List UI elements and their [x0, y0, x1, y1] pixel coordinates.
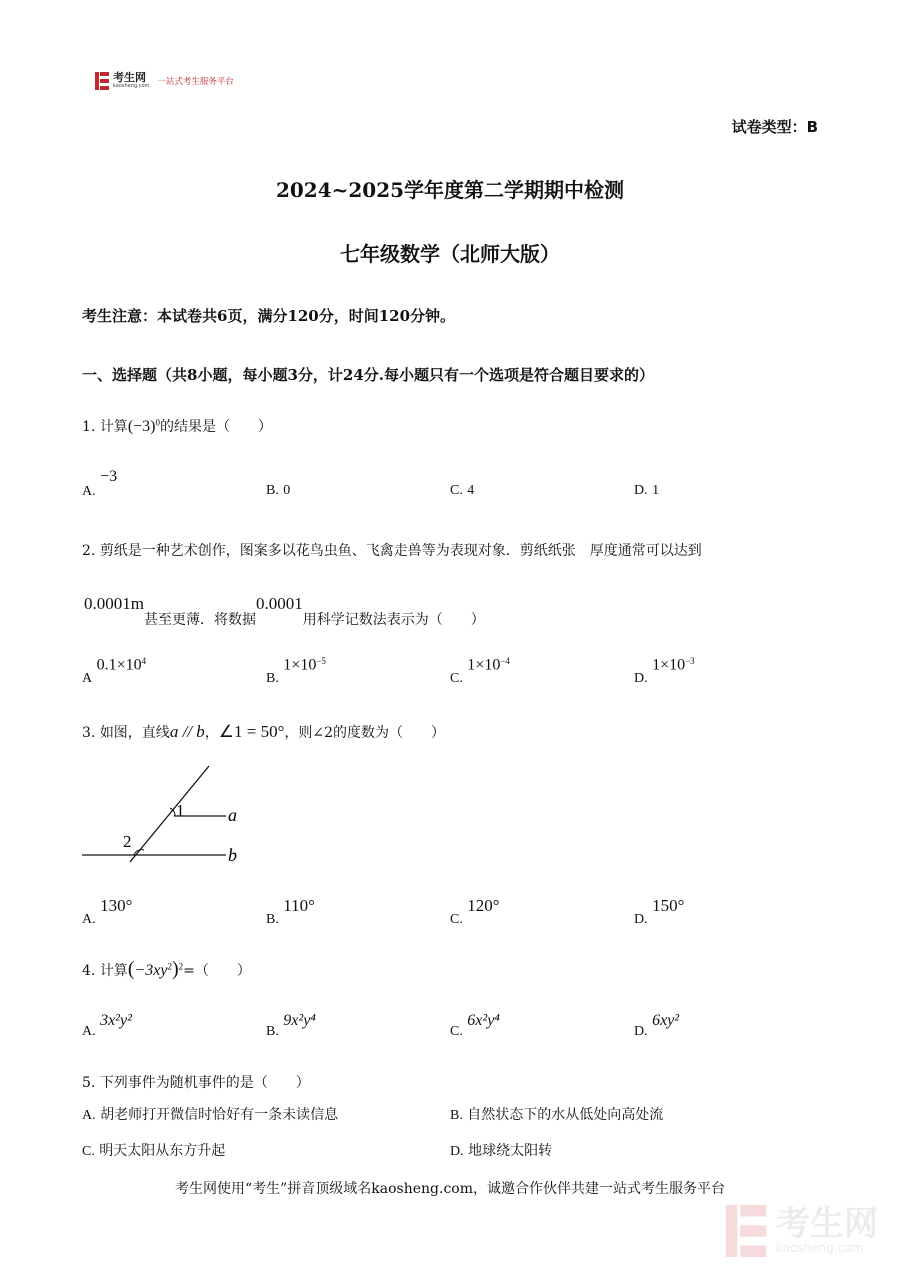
option-c[interactable]: C. 120° [450, 896, 500, 927]
math-expression: (−3) [127, 418, 156, 435]
math-exponent: 2 [178, 961, 184, 972]
watermark-name: 考生网 [776, 1204, 878, 1244]
question-text: ， [204, 725, 219, 741]
option-a[interactable]: A. 胡老师打开微信时恰好有一条未读信息 [82, 1107, 339, 1123]
question-number: 3. [82, 725, 96, 741]
line-a-label: a [228, 805, 237, 825]
option-d[interactable]: D. $1\times 10^{-3}$ [634, 656, 695, 686]
option-d[interactable]: D. 6xy² [634, 1012, 680, 1039]
math-exponent: 2 [167, 961, 172, 972]
question-text: =（ ） [183, 963, 251, 979]
option-a[interactable]: A $0.1\times 10^4$ [82, 656, 147, 686]
option-b[interactable]: B. 自然状态下的水从低处向高处流 [450, 1107, 664, 1123]
math-expression: −3xy [134, 962, 168, 979]
option-b[interactable]: B. 9x²y⁴ [266, 1012, 316, 1039]
logo-slogan: 一站式考生服务平台 [157, 77, 234, 87]
option-c[interactable]: C. 明天太阳从东方升起 [82, 1143, 226, 1159]
paper-type: 试卷类型：B [731, 118, 818, 136]
question-number: 4. [82, 963, 96, 979]
question-text: 甚至更薄．将数据 [143, 612, 256, 628]
math-expression: ∠1 = 50° [218, 722, 285, 741]
question-text: 剪纸是一种艺术创作，图案多以花鸟虫鱼、飞禽走兽等为表现对象．剪纸纸张 厚度通常可以达到 [99, 543, 702, 559]
option-d[interactable]: D. 地球绕太阳转 [450, 1143, 553, 1159]
parallel-lines-figure [78, 762, 258, 872]
question-number: 5. [82, 1075, 96, 1091]
option-d[interactable]: D. 1 [634, 483, 660, 498]
option-a[interactable]: A. −3 [82, 468, 118, 499]
question-text: ，则∠2的度数为（ ） [284, 725, 446, 741]
logo-name: 考生网 [113, 71, 146, 84]
math-value: 0.0001m [84, 594, 144, 613]
option-c[interactable]: C. $1\times 10^{-4}$ [450, 656, 510, 686]
watermark-domain: kaosheng.com [776, 1241, 864, 1255]
option-c[interactable]: C. 6x²y⁴ [450, 1012, 500, 1039]
transversal-line [130, 766, 209, 862]
question-text: 如图，直线 [99, 725, 170, 741]
watermark-logo-icon [724, 1205, 768, 1257]
header-logo [95, 72, 234, 90]
page-footer: 考生网使用“考生”拼音顶级域名kaosheng.com，诚邀合作伙伴共建一站式考生服务平台 [174, 1181, 726, 1197]
logo-icon [95, 72, 109, 90]
option-a[interactable]: A. 130° [82, 896, 133, 927]
watermark [724, 1205, 878, 1257]
option-a[interactable]: A. 3x²y² [82, 1012, 132, 1039]
question-text: 的结果是（ ） [160, 419, 272, 435]
option-d[interactable]: D. 150° [634, 896, 685, 927]
question-number: 1. [82, 419, 96, 435]
exam-title: 2024~2025学年度第二学期期中检测 [275, 178, 625, 202]
question-text: 用科学记数法表示为（ ） [302, 612, 485, 628]
question-text: 下列事件为随机事件的是（ ） [99, 1075, 310, 1091]
option-b[interactable]: B. 0 [266, 483, 291, 498]
angle-2-label: 2 [123, 832, 132, 851]
question-text: 计算 [99, 419, 128, 435]
math-expression: a // b [169, 722, 205, 741]
question-2-line2 [84, 594, 485, 628]
question-number: 2. [82, 543, 96, 559]
exam-notice: 考生注意：本试卷共6页，满分120分，时间120分钟。 [82, 307, 456, 325]
option-b[interactable]: B. 110° [266, 896, 315, 927]
line-b-label: b [228, 845, 237, 865]
question-4: 4. 计算$(-3xy^2)^2=$（ ） [82, 958, 251, 980]
section-heading: 一、选择题（共8小题，每小题3分，计24分.每小题只有一个选项是符合题目要求的） [82, 366, 654, 384]
question-3 [82, 722, 445, 742]
angle-1-label: 1 [176, 801, 185, 820]
question-5 [82, 1072, 310, 1092]
math-value: 0.0001 [255, 594, 303, 613]
exam-subtitle: 七年级数学（北师大版） [340, 242, 560, 266]
option-b[interactable]: B. $1\times 10^{-5}$ [266, 656, 326, 686]
question-text: 计算 [99, 963, 128, 979]
math-exponent: 0 [155, 417, 160, 428]
angle-2-arc [134, 850, 144, 855]
logo-domain: kaosheng.com [113, 83, 150, 89]
question-1 [82, 416, 272, 436]
option-c[interactable]: C. 4 [450, 483, 475, 498]
question-2 [82, 540, 702, 560]
